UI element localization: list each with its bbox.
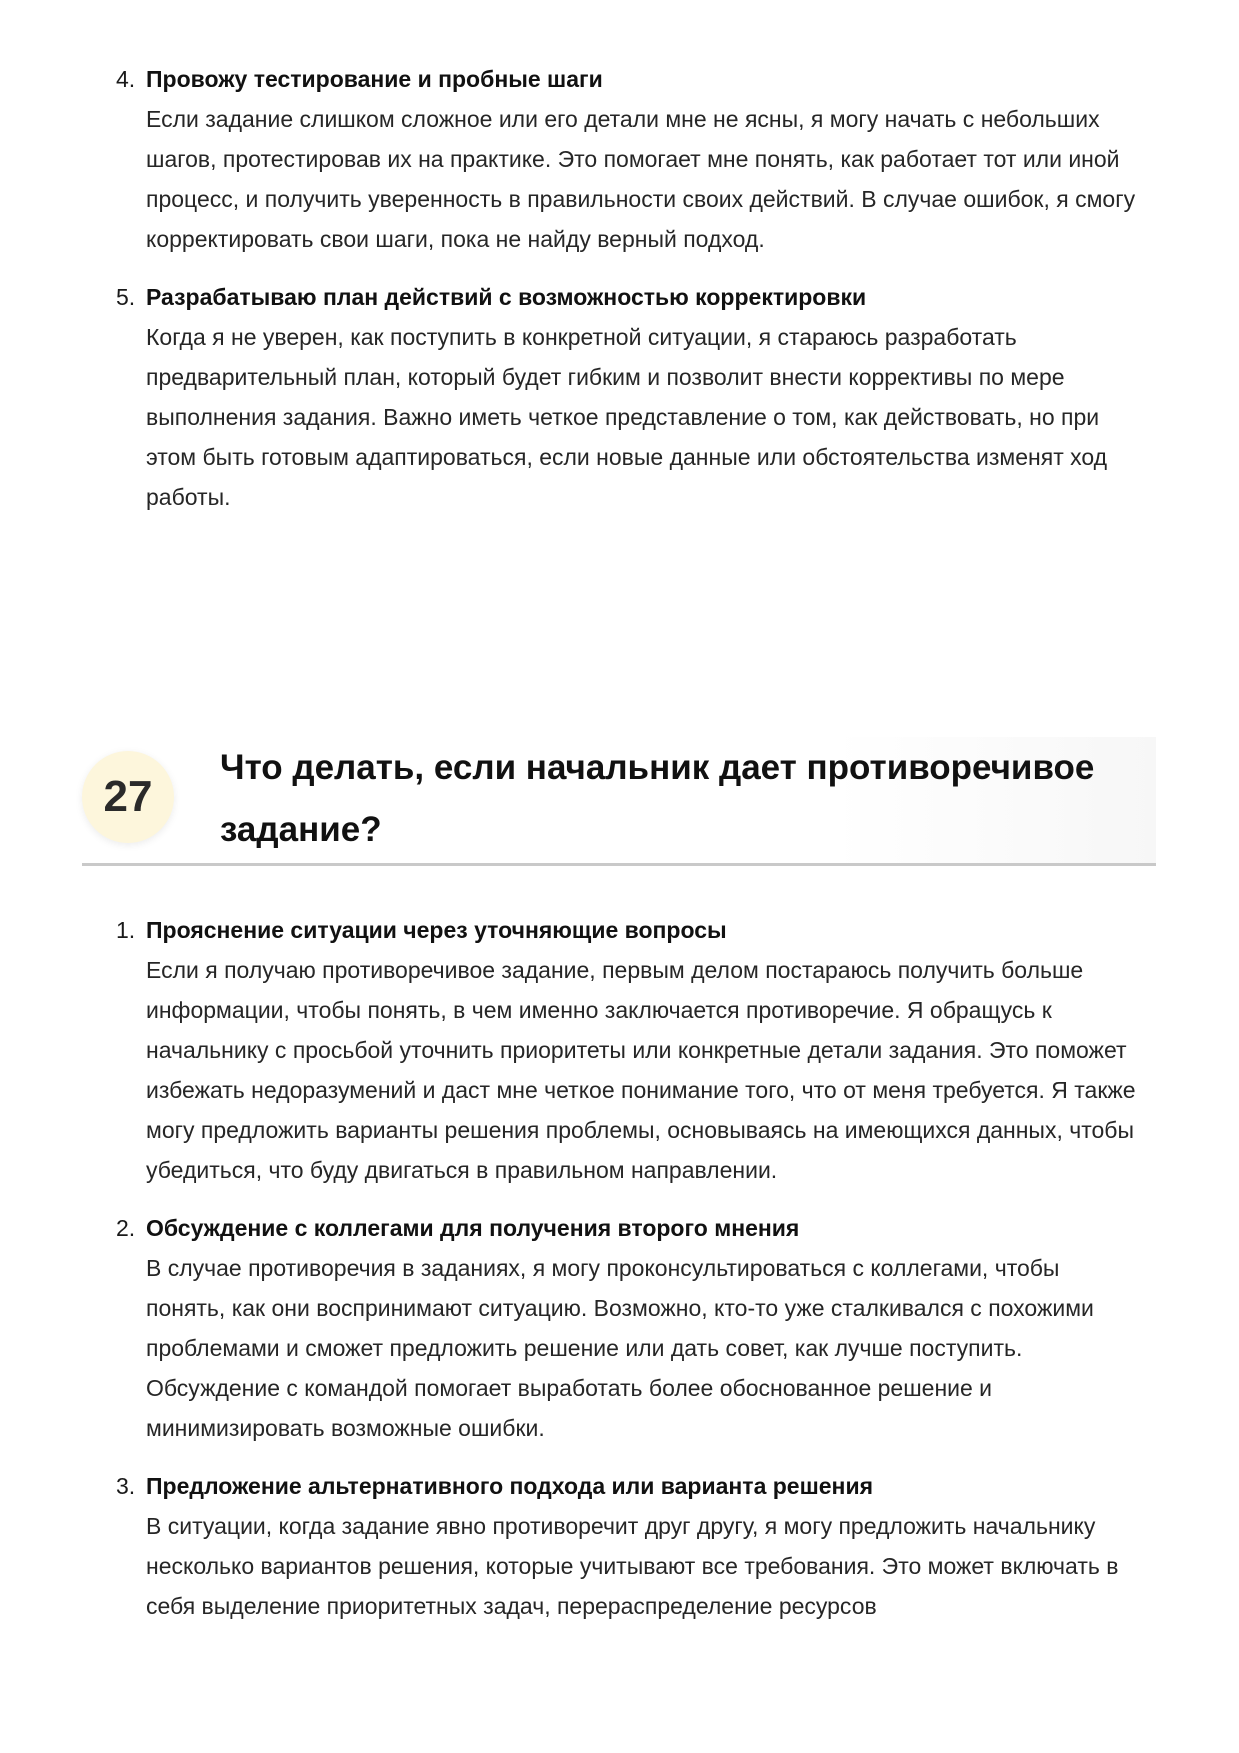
question-title: Что делать, если начальник дает противоречивое задание?: [220, 748, 1095, 849]
list-item: [0, 1466, 1239, 1626]
list-item-body: Если я получаю противоречивое задание, первым делом постараюсь получить больше информации, чтобы понять, в чем именно заключается противоречие. Я обращусь к начальнику с просьбой уточнить приоритеты или конкретные детали задания. Это поможет избежать недоразумений и даст мне четкое понимание того, что от меня требуется. Я также могу предложить варианты решения проблемы, основываясь на имеющихся данных, чтобы убедиться, что буду двигаться в правильном направлении.: [146, 957, 1136, 1183]
list-item-title: Прояснение ситуации через уточняющие вопросы: [146, 917, 727, 943]
list-item-number: 5.: [116, 284, 136, 310]
list-item-body: В ситуации, когда задание явно противоречит друг другу, я могу предложить начальнику несколько вариантов решения, которые учитывают все требования. Это может включать в себя выделение приоритетных задач, перераспределение ресурсов: [146, 1513, 1119, 1619]
header-divider: [82, 863, 1156, 866]
list-item-body: В случае противоречия в заданиях, я могу проконсультироваться с коллегами, чтобы понять, как они воспринимают ситуацию. Возможно, кто-то уже сталкивался с похожими проблемами и сможет предложить решение или дать совет, как лучше поступить. Обсуждение с командой помогает выработать более обоснованное решение и минимизировать возможные ошибки.: [146, 1255, 1094, 1441]
list-item-body: Когда я не уверен, как поступить в конкретной ситуации, я стараюсь разработать предварительный план, который будет гибким и позволит внести коррективы по мере выполнения задания. Важно иметь четкое представление о том, как действовать, но при этом быть готовым адаптироваться, если новые данные или обстоятельства изменят ход работы.: [146, 324, 1108, 510]
list-item-number: 1.: [116, 917, 136, 943]
list-item-number: 4.: [116, 66, 136, 92]
list-item: [0, 1208, 1239, 1448]
list-item-title: Предложение альтернативного подхода или варианта решения: [146, 1473, 874, 1499]
list-item: [0, 910, 1239, 1190]
list-item: [0, 59, 1239, 259]
list-item: [0, 277, 1239, 517]
list-item-number: 2.: [116, 1215, 136, 1241]
question-header: [82, 737, 1156, 865]
list-item-title: Провожу тестирование и пробные шаги: [146, 66, 603, 92]
previous-answer-list: [0, 59, 1239, 517]
list-item-title: Разрабатываю план действий с возможностью корректировки: [146, 284, 867, 310]
list-item-number: 3.: [116, 1473, 136, 1499]
list-item-title: Обсуждение с коллегами для получения второго мнения: [146, 1215, 800, 1241]
answer-list: [0, 910, 1239, 1626]
list-item-body: Если задание слишком сложное или его детали мне не ясны, я могу начать с небольших шагов, протестировав их на практике. Это помогает мне понять, как работает тот или иной процесс, и получить уверенность в правильности своих действий. В случае ошибок, я смогу корректировать свои шаги, пока не найду верный подход.: [146, 106, 1136, 252]
question-number-badge: 27: [82, 751, 174, 843]
